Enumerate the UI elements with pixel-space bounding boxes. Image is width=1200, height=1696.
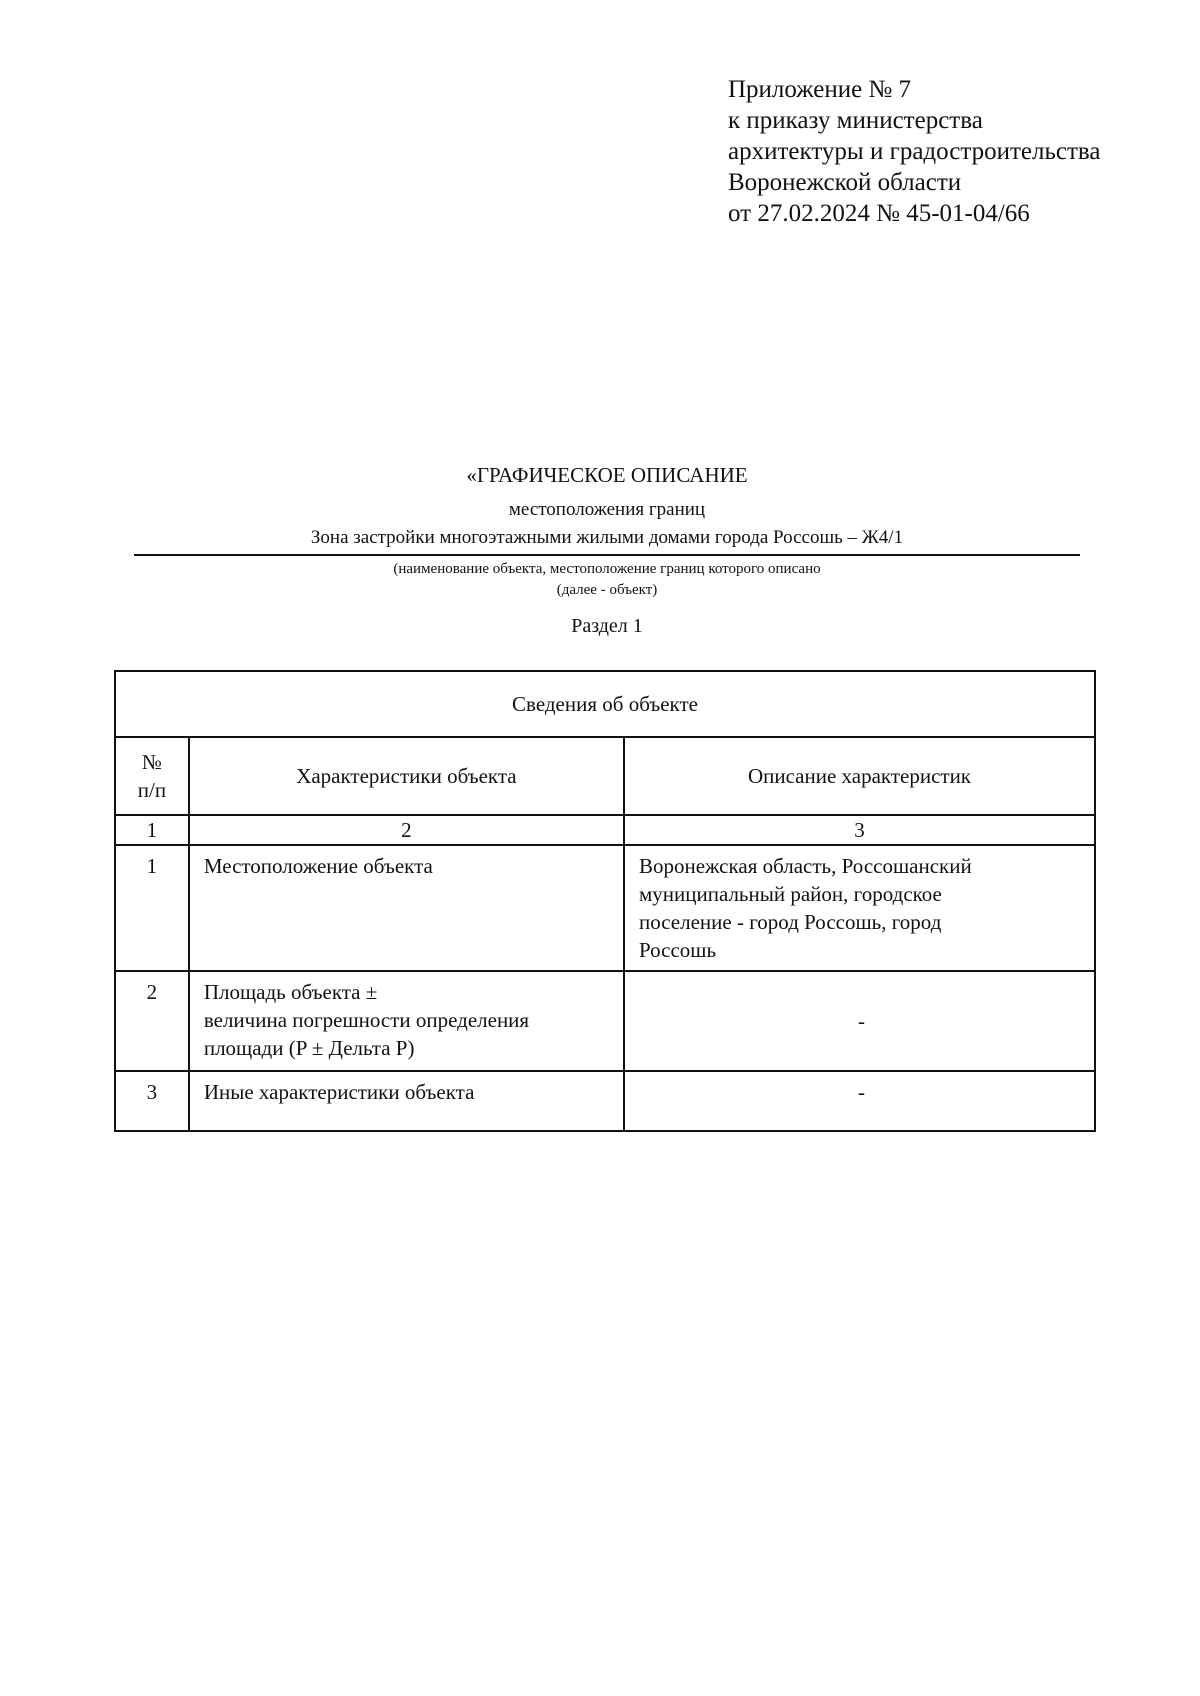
section-label: Раздел 1	[571, 615, 643, 637]
header-characteristic: Характеристики объекта	[189, 737, 624, 815]
row-number: 2	[115, 971, 189, 1071]
note-line: (наименование объекта, местоположение границ которого описано	[393, 561, 821, 577]
text-line: величина погрешности определения	[203, 1008, 530, 1032]
text-line: площади (P ± Дельта P)	[203, 1036, 415, 1060]
column-number: 1	[115, 815, 189, 845]
object-name-note	[134, 559, 1080, 601]
row-number: 3	[115, 1071, 189, 1131]
text-line: Воронежская область, Россошанский	[638, 854, 972, 878]
table-caption: Сведения об объекте	[115, 671, 1095, 737]
appendix-line: Воронежской области	[728, 169, 962, 196]
document-title: «ГРАФИЧЕСКОЕ ОПИСАНИЕ	[466, 463, 748, 487]
appendix-header	[728, 74, 1100, 229]
table-caption-row	[115, 671, 1095, 737]
appendix-line: к приказу министерства	[728, 107, 983, 134]
appendix-line: архитектуры и градостроительства	[728, 138, 1101, 165]
row-description	[624, 1071, 1095, 1131]
header-num-line1: №	[141, 750, 162, 774]
header-description: Описание характеристик	[624, 737, 1095, 815]
appendix-line: Приложение № 7	[728, 76, 912, 103]
text-line: -	[857, 1080, 865, 1104]
text-line: Иные характеристики объекта	[203, 1080, 475, 1104]
appendix-line: от 27.02.2024 № 45-01-04/66	[728, 200, 1030, 227]
row-characteristic	[189, 971, 624, 1071]
column-number: 3	[624, 815, 1095, 845]
document-title-block	[134, 462, 1080, 639]
table-row	[115, 971, 1095, 1071]
table-header-row	[115, 737, 1095, 815]
text-line: Россошь	[638, 938, 717, 962]
table-row	[115, 1071, 1095, 1131]
row-characteristic	[189, 1071, 624, 1131]
row-description	[624, 845, 1095, 971]
text-line: -	[857, 1009, 865, 1033]
table-row	[115, 845, 1095, 971]
text-line: Площадь объекта ±	[203, 980, 378, 1004]
header-num-line2: п/п	[137, 778, 167, 802]
object-name: Зона застройки многоэтажными жилыми домами города Россошь – Ж4/1	[134, 526, 1080, 556]
object-info-table	[114, 670, 1096, 1132]
document-subtitle: местоположения границ	[508, 499, 706, 520]
note-line: (далее - объект)	[556, 582, 658, 598]
column-number-row	[115, 815, 1095, 845]
column-number: 2	[189, 815, 624, 845]
header-num	[115, 737, 189, 815]
text-line: поселение - город Россошь, город	[638, 910, 942, 934]
row-number: 1	[115, 845, 189, 971]
text-line: муниципальный район, городское	[638, 882, 942, 906]
row-characteristic	[189, 845, 624, 971]
text-line: Местоположение объекта	[203, 854, 433, 878]
row-description	[624, 971, 1095, 1071]
